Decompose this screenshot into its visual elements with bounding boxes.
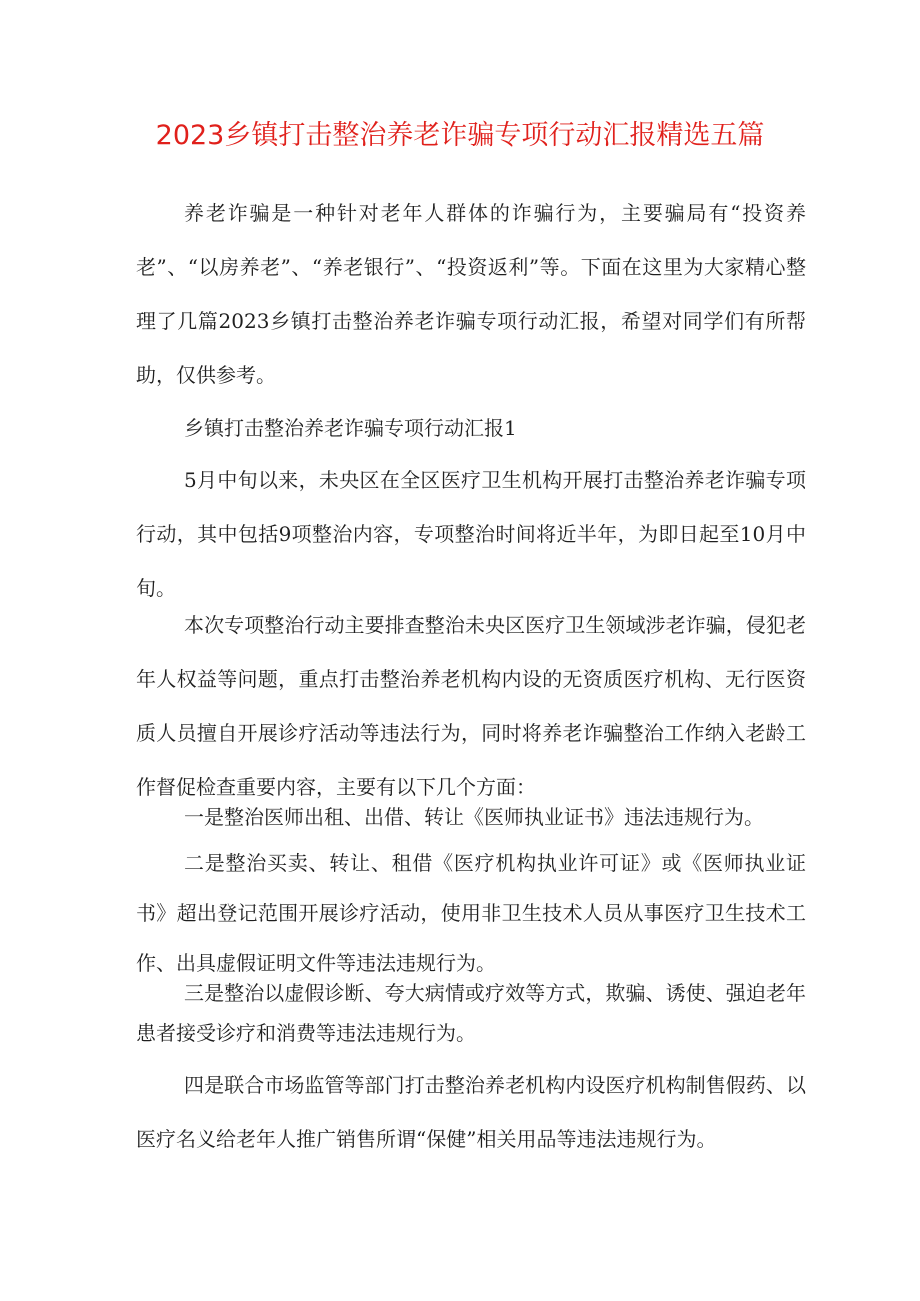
- paragraph-item-2: 二是整治买卖、转让、租借《医疗机构执业许可证》或《医师执业证书》超出登记范围开展诊疗活动，使用非卫生技术人员从事医疗卫生技术工作、出具虚假证明文件等违法违规行为。: [136, 851, 806, 975]
- paragraph-item-1: 一是整治医师出租、出借、转让《医师执业证书》违法违规行为。: [184, 805, 764, 829]
- paragraph-period: 5月中旬以来，未央区在全区医疗卫生机构开展打击整治养老诈骗专项行动，其中包括9项整治内容，专项整治时间将近半年，为即日起至10月中旬。: [136, 468, 806, 600]
- document-title: 2023乡镇打击整治养老诈骗专项行动汇报精选五篇: [155, 120, 765, 151]
- section-heading-1: 乡镇打击整治养老诈骗专项行动汇报1: [184, 416, 517, 440]
- paragraph-scope: 本次专项整治行动主要排查整治未央区医疗卫生领域涉老诈骗，侵犯老年人权益等问题，重点打击整治养老机构内设的无资质医疗机构、无行医资质人员擅自开展诊疗活动等违法行为，同时将养老诈骗整治工作纳入老龄工作督促检查重要内容，主要有以下几个方面：: [136, 613, 806, 799]
- paragraph-item-4: 四是联合市场监管等部门打击整治养老机构内设医疗机构制售假药、以医疗名义给老年人推广销售所谓“保健”相关用品等违法违规行为。: [136, 1073, 806, 1151]
- paragraph-item-3: 三是整治以虚假诊断、夸大病情或疗效等方式，欺骗、诱使、强迫老年患者接受诊疗和消费等违法违规行为。: [136, 981, 806, 1045]
- intro-paragraph: 养老诈骗是一种针对老年人群体的诈骗行为，主要骗局有“投资养老”、“以房养老”、“养老银行”、“投资返利”等。下面在这里为大家精心整理了几篇2023乡镇打击整治养老诈骗专项行动汇报，希望对同学们有所帮助，仅供参考。: [136, 201, 806, 387]
